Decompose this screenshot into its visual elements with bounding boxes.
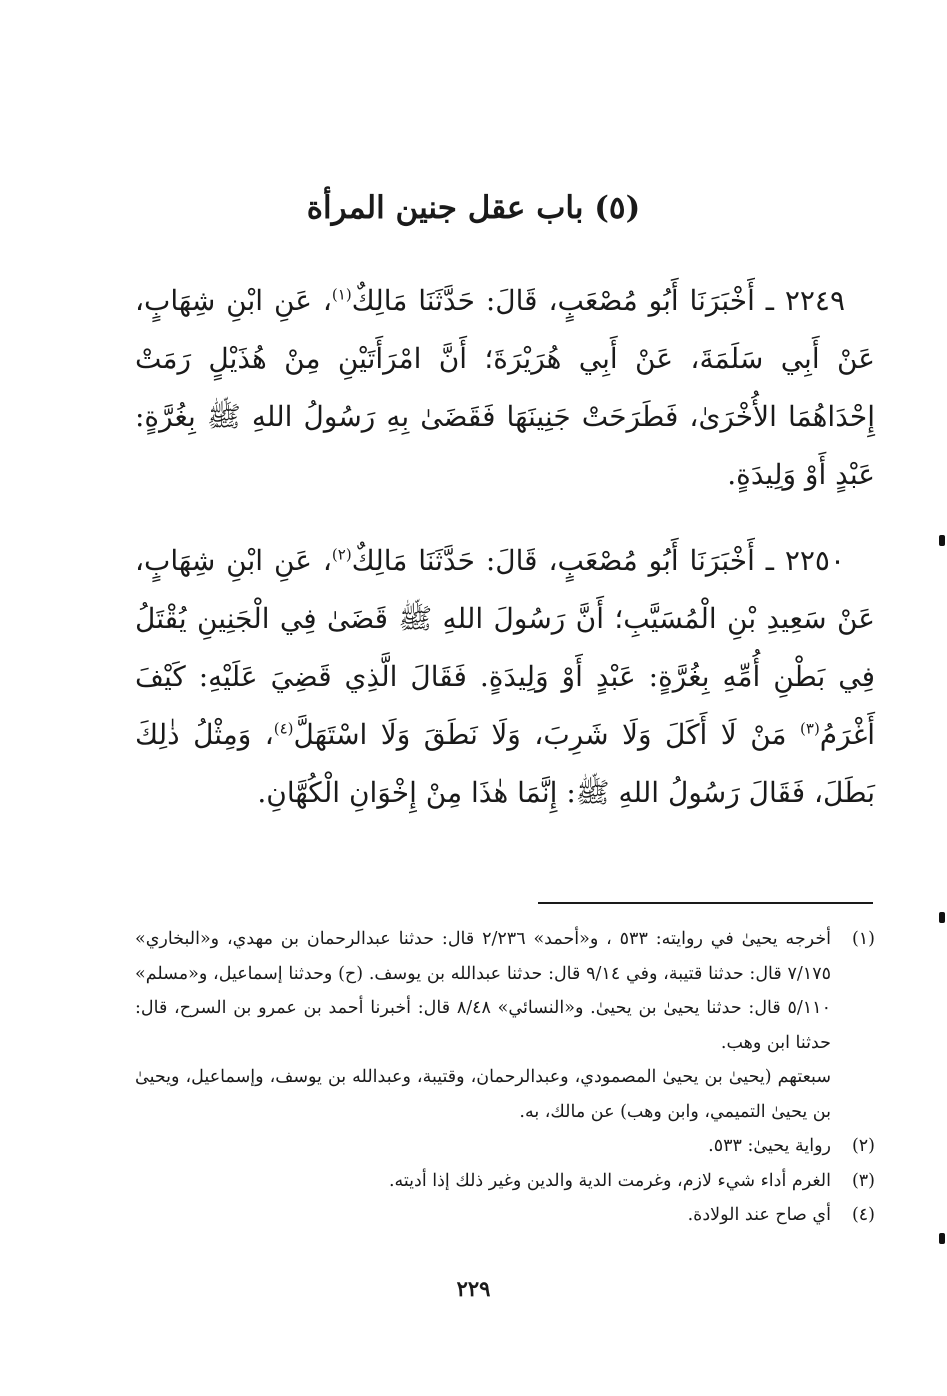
footnote-number: (١) bbox=[851, 929, 875, 949]
hadith-text-start: ٢٢٤٩ ـ أَخْبَرَنَا أَبُو مُصْعَبٍ، قَالَ: حَدَّثَنَا مَالِكٌ bbox=[351, 284, 845, 317]
hadith-text-middle: مَنْ لَا أَكَلَ وَلَا شَرِبَ، وَلَا نَطَقَ وَلَا اسْتَهَلَّ bbox=[293, 718, 801, 751]
footnote-item bbox=[135, 1129, 875, 1164]
footnote-ref[interactable]: (٤) bbox=[273, 719, 294, 738]
footnote-ref[interactable]: (٣) bbox=[800, 719, 820, 738]
footnote-paragraph: أخرجه يحيىٰ في روايته: ٥٣٣ ، و«أحمد» ٢/٢٣٦ قال: حدثنا عبدالرحمان بن مهدي، و«البخاري» ٧/١٧٥ قال: حدثنا قتيبة، وفي ٩/١٤ قال: حدثنا عبدالله بن يوسف. (ح) وحدثنا إسماعيل، و«مسلم» ٥/١١٠ قال: حدثنا يحيىٰ بن يحيىٰ. و«النسائي» ٨/٤٨ قال: أخبرنا أحمد بن عمرو بن السرح، قال: حدثنا ابن وهب. bbox=[135, 929, 831, 1053]
hadith-text-end: ، عَنِ ابْنِ شِهَابٍ، عَنْ أَبِي سَلَمَةَ، عَنْ أَبِي هُرَيْرَةَ؛ أَنَّ امْرَأَتَيْنِ مِنْ هُذَيْلٍ رَمَتْ إِحْدَاهُمَا الأُخْرَىٰ، فَطَرَحَتْ جَنِينَهَا فَقَضَىٰ بِهِ رَسُولُ اللهِ ﷺ بِغُرَّةٍ: عَبْدٍ أَوْ وَلِيدَةٍ. bbox=[135, 284, 875, 491]
footnote-text: رواية يحيىٰ: ٥٣٣. bbox=[708, 1136, 831, 1156]
hadith-text bbox=[135, 532, 875, 822]
footnote-number: (٤) bbox=[851, 1205, 875, 1225]
footnote-text: أي صاح عند الولادة. bbox=[687, 1205, 831, 1225]
footnote-paragraph: سبعتهم (يحيىٰ بن يحيىٰ المصمودي، وعبدالرحمان، وقتيبة، وعبدالله بن يوسف، وإسماعيل، ويحيىٰ بن يحيىٰ التميمي، وابن وهب) عن مالك، به. bbox=[135, 1067, 831, 1122]
footnote-text bbox=[135, 922, 831, 1129]
hadith-text-middle: ، عَنِ ابْنِ شِهَابٍ، عَنْ سَعِيدِ بْنِ الْمُسَيَّبِ؛ أَنَّ رَسُولَ اللهِ ﷺ قَضَىٰ فِي الْجَنِينِ يُقْتَلُ فِي بَطْنِ أُمِّهِ بِغُرَّةٍ: عَبْدٍ أَوْ وَلِيدَةٍ. فَقَالَ الَّذِي قَضِيَ عَلَيْهِ: كَيْفَ أَغْرَمُ bbox=[135, 544, 876, 751]
footnote-divider bbox=[538, 902, 873, 904]
hadith-text bbox=[135, 272, 875, 504]
footnote-item bbox=[135, 1164, 875, 1199]
footnote-item bbox=[135, 1198, 875, 1233]
footnote-ref[interactable]: (١) bbox=[331, 285, 352, 304]
scan-edge-mark bbox=[939, 912, 945, 923]
footnote-number: (٣) bbox=[851, 1170, 875, 1191]
footnote-ref[interactable]: (٢) bbox=[331, 545, 352, 564]
scan-edge-mark bbox=[939, 535, 945, 546]
scan-edge-mark bbox=[939, 1233, 945, 1244]
chapter-title: (٥) باب عقل جنين المرأة bbox=[306, 190, 641, 226]
hadith-text-start: ٢٢٥٠ ـ أَخْبَرَنَا أَبُو مُصْعَبٍ، قَالَ: حَدَّثَنَا مَالِكٌ bbox=[351, 544, 845, 577]
footnote-item bbox=[135, 922, 875, 1129]
hadith-2249 bbox=[135, 272, 875, 504]
hadith-2250 bbox=[135, 532, 875, 822]
footnote-text: الغرم أداء شيء لازم، وغرمت الدية والدين وغير ذلك إذا أديته. bbox=[388, 1170, 831, 1191]
page-number: ٢٢٩ bbox=[456, 1276, 491, 1301]
hadith-text-end: ، وَمِثْلُ ذٰلِكَ بَطَلَ، فَقَالَ رَسُولُ اللهِ ﷺ: إِنَّمَا هٰذَا مِنْ إِخْوَانِ الْكُهَّانِ. bbox=[135, 718, 875, 809]
footnote-number: (٢) bbox=[851, 1136, 875, 1156]
footnotes bbox=[135, 922, 875, 1233]
